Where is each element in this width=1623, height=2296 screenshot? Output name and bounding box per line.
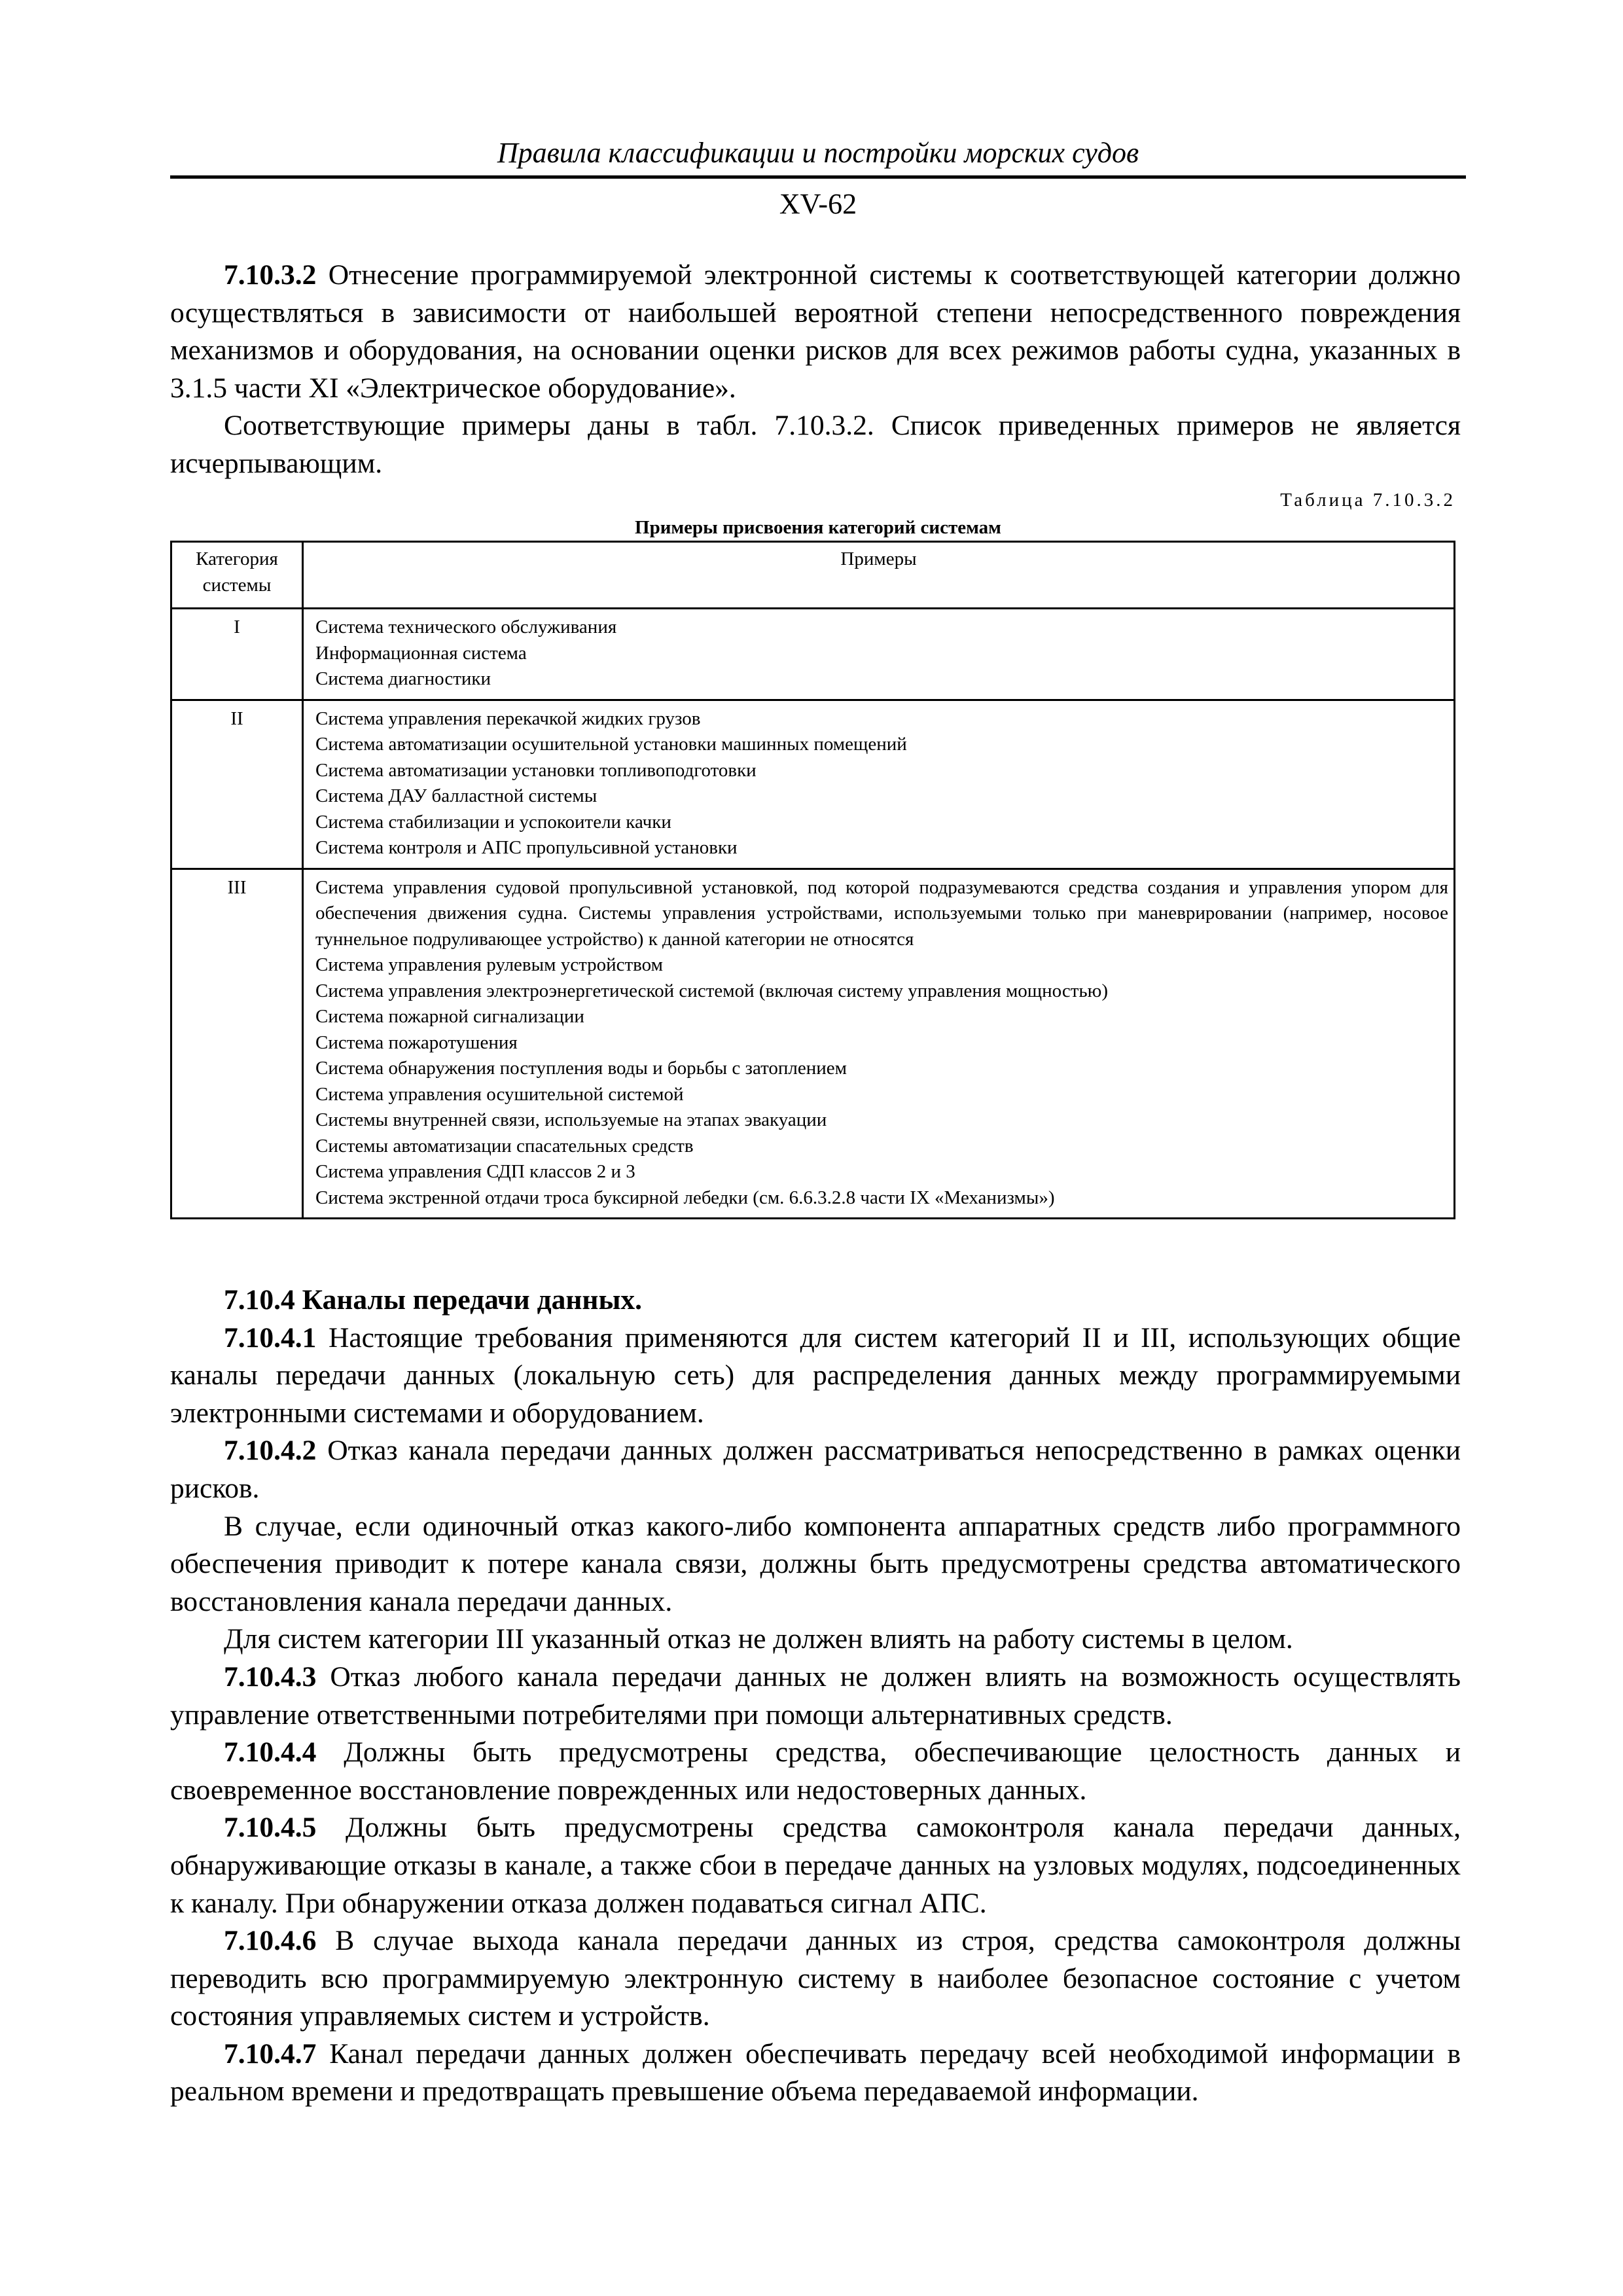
- example-item: Системы внутренней связи, используемые на этапах эвакуации: [315, 1109, 827, 1130]
- paragraph-text: Должны быть предусмотрены средства, обеспечивающие целостность данных и своевременное восстановление поврежденных или недостоверных данных.: [170, 1736, 1461, 1806]
- paragraph-text: В случае, если одиночный отказ какого-либо компонента аппаратных средств либо программного обеспечения приводит к потере канала связи, должны быть предусмотрены средства автоматического восстановления канала передачи данных.: [170, 1510, 1461, 1617]
- header-divider: [170, 175, 1466, 179]
- clause-number: 7.10.3.2: [224, 259, 317, 291]
- table-body: [171, 609, 1455, 1219]
- paragraph-text: Отнесение программируемой электронной системы к соответствующей категории должно осуществляться в зависимости от наибольшей вероятной степени непосредственного повреждения механизмов и оборудования, на основании оценки рисков для всех режимов работы судна, указанных в 3.1.5 части XI «Электрическое оборудование».: [170, 259, 1461, 404]
- example-item: Система управления электроэнергетической системой (включая систему управления мощностью): [315, 980, 1108, 1001]
- clause-number: 7.10.4.1: [224, 1321, 317, 1354]
- paragraph-text: Отказ канала передачи данных должен рассматриваться непосредственно в рамках оценки рисков.: [170, 1435, 1461, 1504]
- paragraph-7-10-4-7: [170, 2036, 1461, 2111]
- example-item: Система автоматизации осушительной установки машинных помещений: [315, 734, 907, 755]
- paragraph-text: Настоящие требования применяются для систем категорий II и III, использующих общие каналы передачи данных (локальную сеть) для распределения данных между программируемыми электронными системами и оборудованием.: [170, 1321, 1461, 1429]
- category-cell: I: [171, 609, 303, 700]
- table-row: [171, 609, 1455, 700]
- paragraph-7-10-4-6: [170, 1922, 1461, 2036]
- paragraph-text: Соответствующие примеры даны в табл. 7.10.3.2. Список приведенных примеров не является исчерпывающим.: [170, 410, 1461, 479]
- table-row: [171, 869, 1455, 1219]
- paragraph-text: Для систем категории III указанный отказ не должен влиять на работу системы в целом.: [224, 1623, 1293, 1655]
- paragraph-text: Канал передачи данных должен обеспечивать передачу всей необходимой информации в реальном времени и предотвращать превышение объема передаваемой информации.: [170, 2037, 1461, 2108]
- paragraph-7-10-4-1: [170, 1319, 1461, 1433]
- table-header-row: [171, 542, 1455, 609]
- page-number: XV-62: [779, 188, 857, 220]
- paragraph-7-10-4-4: [170, 1734, 1461, 1809]
- document-title: Правила классификации и постройки морских судов: [497, 137, 1139, 169]
- table-row: [171, 700, 1455, 869]
- category-cell: II: [171, 700, 303, 869]
- clause-number: 7.10.4.7: [224, 2037, 317, 2070]
- clause-number: 7.10.4.2: [224, 1435, 317, 1467]
- category-examples-table: [170, 541, 1455, 1219]
- example-item: Система обнаружения поступления воды и борьбы с затоплением: [315, 1058, 847, 1079]
- example-item: Система пожарной сигнализации: [315, 1006, 584, 1027]
- paragraph-text: Отказ любого канала передачи данных не должен влиять на возможность осуществлять управление ответственными потребителями при помощи альтернативных средств.: [170, 1660, 1461, 1731]
- example-item: Информационная система: [315, 642, 527, 664]
- example-item: Система управления осушительной системой: [315, 1083, 684, 1105]
- clause-number: 7.10.4.5: [224, 1812, 317, 1844]
- column-header-category: Категория системы: [171, 542, 303, 609]
- paragraph: [170, 1621, 1461, 1659]
- column-header-examples: Примеры: [303, 542, 1455, 609]
- intro-section: [170, 257, 1461, 483]
- example-item: Системы автоматизации спасательных средств: [315, 1135, 694, 1157]
- table-label: Таблица 7.10.3.2: [1280, 490, 1455, 511]
- examples-cell: [303, 869, 1455, 1219]
- clause-number: 7.10.4.3: [224, 1660, 317, 1693]
- paragraph-7-10-4-3: [170, 1659, 1461, 1734]
- example-item: Система контроля и АПС пропульсивной установки: [315, 837, 738, 858]
- paragraph: [170, 1508, 1461, 1621]
- example-item: Система пожаротушения: [315, 1031, 518, 1053]
- data-channels-section: [170, 1282, 1461, 2111]
- table-title: Примеры присвоения категорий системам: [635, 517, 1001, 538]
- example-item: Система диагностики: [315, 668, 491, 689]
- example-item: Система автоматизации установки топливоподготовки: [315, 759, 757, 781]
- paragraph-text: Должны быть предусмотрены средства самоконтроля канала передачи данных, обнаруживающие отказы в канале, а также сбои в передаче данных на узловых модулях, подсоединенных к каналу. При обнаружении отказа должен подаваться сигнал АПС.: [170, 1812, 1461, 1919]
- paragraph-examples-note: [170, 407, 1461, 482]
- paragraph-7-10-4-5: [170, 1809, 1461, 1922]
- example-item: Система управления перекачкой жидких грузов: [315, 708, 701, 729]
- example-item: Система управления СДП классов 2 и 3: [315, 1161, 635, 1182]
- example-item: Система управления рулевым устройством: [315, 954, 663, 975]
- example-item: Система ДАУ балластной системы: [315, 785, 597, 806]
- clause-number: 7.10.4.4: [224, 1736, 317, 1768]
- section-heading: 7.10.4 Каналы передачи данных.: [224, 1284, 643, 1316]
- paragraph-7-10-4-2: [170, 1432, 1461, 1507]
- section-paragraphs: [170, 1319, 1461, 2111]
- examples-cell: [303, 609, 1455, 700]
- example-item: Система управления судовой пропульсивной установкой, под которой подразумеваются средства создания и управления упором для обеспечения движения судна. Системы управления устройствами, используемыми только при маневрировании (например, носовое туннельное подруливающее устройство) к данной категории не относятся: [315, 876, 1448, 950]
- example-item: Система стабилизации и успокоители качки: [315, 811, 671, 833]
- paragraph-7-10-3-2: [170, 257, 1461, 407]
- example-item: Система экстренной отдачи троса буксирной лебедки (см. 6.6.3.2.8 части IX «Механизмы»): [315, 1187, 1055, 1208]
- examples-cell: [303, 700, 1455, 869]
- example-item: Система технического обслуживания: [315, 617, 617, 637]
- paragraph-text: В случае выхода канала передачи данных из строя, средства самоконтроля должны переводить всю программируемую электронную систему в наиболее безопасное состояние с учетом состояния управляемых систем и устройств.: [170, 1925, 1461, 2032]
- clause-number: 7.10.4.6: [224, 1925, 317, 1957]
- category-cell: III: [171, 869, 303, 1219]
